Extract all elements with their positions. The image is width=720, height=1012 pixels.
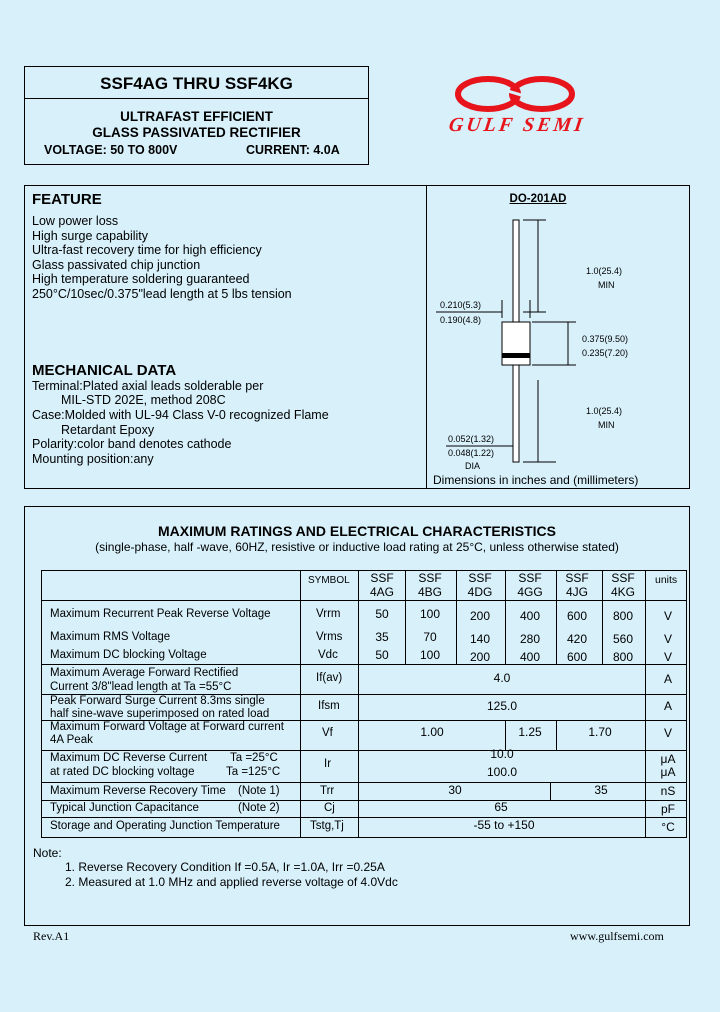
grid-row-line: [41, 750, 687, 751]
package-name: DO-201AD: [509, 193, 567, 205]
row-label-vdc: Maximum DC blocking Voltage: [50, 649, 207, 661]
unit-cell: V: [663, 632, 672, 646]
part-header: SSF: [611, 571, 635, 585]
mechanical-line: Case:Molded with UL-94 Class V-0 recognized Flame: [32, 408, 329, 422]
value-cell: -55 to +150: [473, 818, 535, 832]
row-note-cj: (Note 2): [238, 802, 280, 814]
notes-heading: Note:: [33, 846, 62, 860]
part-header: SSF: [468, 571, 492, 585]
ratings-subtitle: (single-phase, half -wave, 60HZ, resistive or inductive load rating at 25°C, unless otherwise stated): [95, 540, 619, 554]
value-cell: 140: [469, 632, 491, 646]
part-header: 4DG: [467, 585, 493, 599]
unit-cell: nS: [660, 784, 676, 798]
row-label-vrms: Maximum RMS Voltage: [50, 631, 171, 643]
dim-lead-dia-label: DIA: [465, 461, 481, 471]
unit-cell: V: [663, 609, 672, 623]
website-link[interactable]: www.gulfsemi.com: [570, 929, 664, 943]
grid-row-line: [41, 600, 687, 601]
dim-body-dia-max: 0.210(5.3): [440, 300, 482, 310]
value-cell: 35: [375, 630, 389, 644]
row-symbol-ifsm: Ifsm: [318, 700, 340, 712]
part-header: SSF: [518, 571, 542, 585]
grid-col-a: [358, 570, 359, 838]
value-cell: 1.25: [518, 725, 542, 739]
current-rating: CURRENT: 4.0A: [246, 143, 340, 157]
part-header: 4AG: [369, 585, 394, 599]
units-header: units: [655, 574, 678, 586]
row-symbol-vrms: Vrms: [316, 631, 343, 643]
voltage-rating: VOLTAGE: 50 TO 800V: [44, 143, 178, 157]
grid-col-sep: [456, 570, 457, 664]
row-note-trr: (Note 1): [238, 785, 280, 797]
part-header: 4KG: [610, 585, 635, 599]
row-symbol-tstg: Tstg,Tj: [310, 820, 344, 832]
row-symbol-ifav: If(av): [316, 672, 343, 684]
mechanical-line: Mounting position:any: [32, 452, 154, 466]
feature-item: 250°C/10sec/0.375"lead length at 5 lbs tension: [32, 287, 292, 301]
mechanical-line: Retardant Epoxy: [61, 423, 155, 437]
dim-lead-bottom-min: MIN: [598, 420, 615, 430]
value-cell: 800: [612, 650, 634, 664]
value-cell: 100: [419, 648, 441, 662]
value-cell: 100.0: [486, 765, 518, 779]
subtitle-rectifier: GLASS PASSIVATED RECTIFIER: [92, 125, 301, 140]
feature-item: High surge capability: [32, 229, 149, 243]
grid-col-sep: [556, 720, 557, 750]
dim-lead-dia-max: 0.052(1.32): [448, 434, 495, 444]
grid-col-sep: [550, 782, 551, 800]
row-label-vf-2: 4A Peak: [50, 734, 93, 746]
dim-lead-dia-min: 0.048(1.22): [448, 448, 495, 458]
value-cell: 600: [566, 609, 588, 623]
grid-col-sep: [556, 570, 557, 664]
value-cell: 400: [519, 650, 541, 664]
row-label-tstg: Storage and Operating Junction Temperature: [50, 820, 280, 832]
row-label-ir-2: at rated DC blocking voltage: [50, 766, 195, 778]
grid-row-line: [41, 800, 687, 801]
part-header: SSF: [370, 571, 394, 585]
row-label-ifav: Maximum Average Forward Rectified: [50, 667, 239, 679]
ratings-title: MAXIMUM RATINGS AND ELECTRICAL CHARACTERISTICS: [158, 523, 556, 539]
row-label-ifsm: Peak Forward Surge Current 8.3ms single: [50, 695, 265, 707]
mechanical-line: Polarity:color band denotes cathode: [32, 437, 232, 451]
unit-cell: V: [663, 650, 672, 664]
grid-col-units: [645, 570, 646, 838]
feature-item: Ultra-fast recovery time for high efficiency: [32, 243, 262, 257]
value-cell: 1.70: [588, 725, 612, 739]
row-label-trr: Maximum Reverse Recovery Time: [50, 785, 226, 797]
header-divider: [24, 98, 369, 99]
value-cell: 50: [375, 648, 389, 662]
row-label-ir: Maximum DC Reverse Current: [50, 752, 208, 764]
dim-lead-top: 1.0(25.4): [586, 266, 623, 276]
dim-lead-top-min: MIN: [598, 280, 615, 290]
part-header: 4BG: [417, 585, 442, 599]
package-outline-drawing: [426, 200, 690, 470]
row-symbol-ir: Ir: [324, 758, 332, 770]
value-cell: 30: [448, 783, 462, 797]
row-label-vf: Maximum Forward Voltage at Forward current: [50, 721, 284, 733]
row-label-vrrm: Maximum Recurrent Peak Reverse Voltage: [50, 608, 271, 620]
value-cell: 100: [419, 607, 441, 621]
row-symbol-vrrm: Vrrm: [316, 608, 341, 620]
grid-col-sep: [505, 570, 506, 664]
unit-cell: pF: [660, 802, 675, 816]
part-header: SSF: [565, 571, 589, 585]
dim-body-len-max: 0.375(9.50): [582, 334, 629, 344]
part-header: 4GG: [517, 585, 543, 599]
feature-item: Glass passivated chip junction: [32, 258, 201, 272]
row-cond-ir-125: Ta =125°C: [226, 766, 281, 778]
subtitle-ultrafast: ULTRAFAST EFFICIENT: [120, 109, 273, 124]
grid-col-sep: [602, 570, 603, 664]
page-title: SSF4AG THRU SSF4KG: [100, 74, 293, 93]
value-cell: 400: [519, 609, 541, 623]
grid-row-line: [41, 817, 687, 818]
value-cell: 35: [594, 783, 608, 797]
row-label-ifsm-2: half sine-wave superimposed on rated load: [50, 708, 270, 720]
row-label-ifav-2: Current 3/8"lead length at Ta =55°C: [50, 681, 232, 693]
dimensions-caption: Dimensions in inches and (millimeters): [433, 473, 639, 487]
row-symbol-cj: Cj: [324, 802, 335, 814]
value-cell: 420: [566, 632, 588, 646]
value-cell: 65: [494, 800, 508, 814]
row-cond-ir-25: Ta =25°C: [230, 752, 278, 764]
value-cell: 50: [375, 607, 389, 621]
grid-row-line: [41, 782, 687, 783]
value-cell: 200: [469, 650, 491, 664]
part-header: 4JG: [565, 585, 588, 599]
symbol-header: SYMBOL: [308, 575, 350, 586]
value-cell: 600: [566, 650, 588, 664]
row-symbol-trr: Trr: [320, 785, 335, 797]
grid-col-sep: [405, 570, 406, 664]
mechanical-heading: MECHANICAL DATA: [32, 362, 177, 379]
revision-label: Rev.A1: [33, 929, 70, 943]
note-item: 1. Reverse Recovery Condition If =0.5A, Ir =1.0A, Irr =0.25A: [65, 860, 385, 874]
grid-row-line: [41, 664, 687, 665]
value-cell: 10.0: [490, 747, 514, 761]
unit-cell: A: [663, 699, 672, 713]
dim-lead-bottom: 1.0(25.4): [586, 406, 623, 416]
mechanical-line: Terminal:Plated axial leads solderable per: [32, 379, 264, 393]
row-symbol-vf: Vf: [322, 727, 333, 739]
value-cell: 560: [612, 632, 634, 646]
value-cell: 70: [423, 630, 437, 644]
logo-text: GULF SEMI: [447, 114, 587, 136]
value-cell: 4.0: [493, 671, 511, 685]
grid-col-sep: [505, 720, 506, 750]
note-item: 2. Measured at 1.0 MHz and applied reverse voltage of 4.0Vdc: [65, 875, 398, 889]
value-cell: 200: [469, 609, 491, 623]
unit-cell: A: [663, 672, 672, 686]
unit-cell: μA: [660, 765, 676, 779]
value-cell: 280: [519, 632, 541, 646]
unit-cell: V: [663, 726, 672, 740]
feature-item: Low power loss: [32, 214, 119, 228]
row-symbol-vdc: Vdc: [318, 649, 338, 661]
feature-heading: FEATURE: [32, 191, 102, 208]
part-header: SSF: [418, 571, 442, 585]
unit-cell: °C: [661, 820, 675, 834]
value-cell: 1.00: [420, 725, 444, 739]
grid-col-symbol: [300, 570, 301, 838]
dim-body-len-min: 0.235(7.20): [582, 348, 629, 358]
dim-body-dia-min: 0.190(4.8): [440, 315, 482, 325]
unit-cell: μA: [660, 752, 676, 766]
mechanical-line: MIL-STD 202E, method 208C: [61, 393, 226, 407]
row-label-cj: Typical Junction Capacitance: [50, 802, 199, 814]
value-cell: 800: [612, 609, 634, 623]
value-cell: 125.0: [486, 699, 518, 713]
feature-item: High temperature soldering guaranteed: [32, 272, 250, 286]
